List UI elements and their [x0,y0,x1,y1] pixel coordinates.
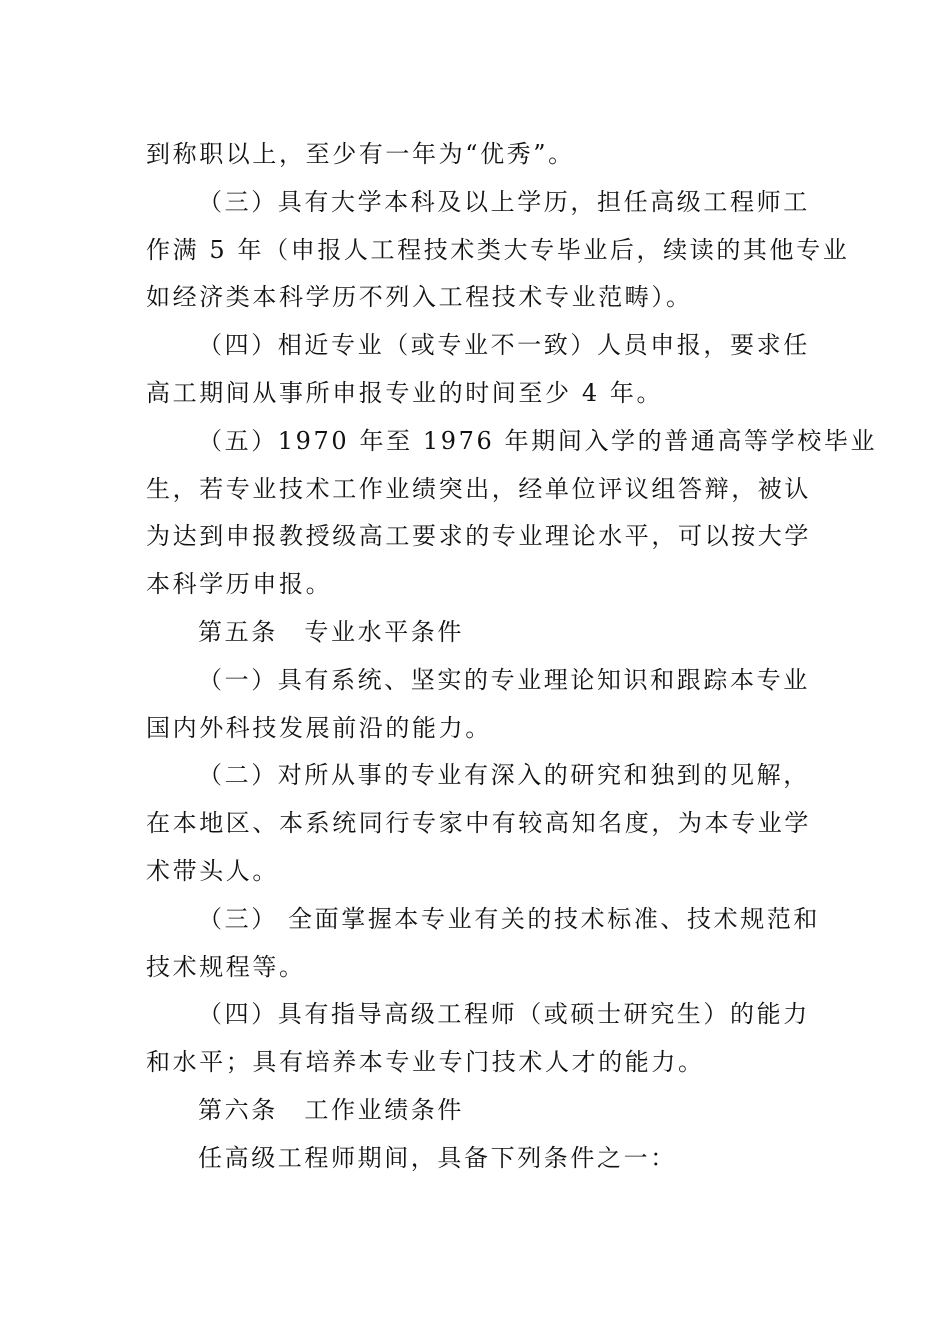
paragraph-line: （五）1970 年至 1976 年期间入学的普通高等学校毕业 [198,426,878,455]
paragraph-line: 为达到申报教授级高工要求的专业理论水平，可以按大学 [146,522,811,551]
paragraph-line: 和水平；具有培养本专业专门技术人才的能力。 [146,1048,705,1077]
paragraph-line: 技术规程等。 [146,952,306,981]
document-body [146,131,878,1183]
paragraph-line: （四）相近专业（或专业不一致）人员申报，要求任 [198,331,810,360]
paragraph-line: 如经济类本科学历不列入工程技术专业范畴）。 [146,283,693,312]
paragraph-line: （二）对所从事的专业有深入的研究和独到的见解， [198,761,810,790]
paragraph-line: 高工期间从事所申报专业的时间至少 4 年。 [146,378,664,407]
paragraph-line: 到称职以上，至少有一年为“优秀”。 [146,140,575,168]
paragraph-line: 本科学历申报。 [146,570,333,599]
paragraph-line: （四）具有指导高级工程师（或硕士研究生）的能力 [198,1000,810,1029]
article-heading: 第五条 专业水平条件 [198,617,464,646]
paragraph-line: 作满 5 年（申报人工程技术类大专毕业后，续读的其他专业 [146,235,850,264]
paragraph-line: 生，若专业技术工作业绩突出，经单位评议组答辩，被认 [146,474,811,503]
paragraph-line: （一）具有系统、坚实的专业理论知识和跟踪本专业 [198,665,810,694]
paragraph-line: （三） 全面掌握本专业有关的技术标准、技术规范和 [198,904,821,933]
article-heading: 第六条 工作业绩条件 [198,1095,464,1124]
paragraph-line: 术带头人。 [146,856,279,885]
paragraph-line: 在本地区、本系统同行专家中有较高知名度，为本专业学 [146,809,811,838]
paragraph-line: （三）具有大学本科及以上学历，担任高级工程师工 [198,187,810,216]
paragraph-line: 任高级工程师期间，具备下列条件之一： [198,1143,677,1172]
paragraph-line: 国内外科技发展前沿的能力。 [146,713,492,742]
